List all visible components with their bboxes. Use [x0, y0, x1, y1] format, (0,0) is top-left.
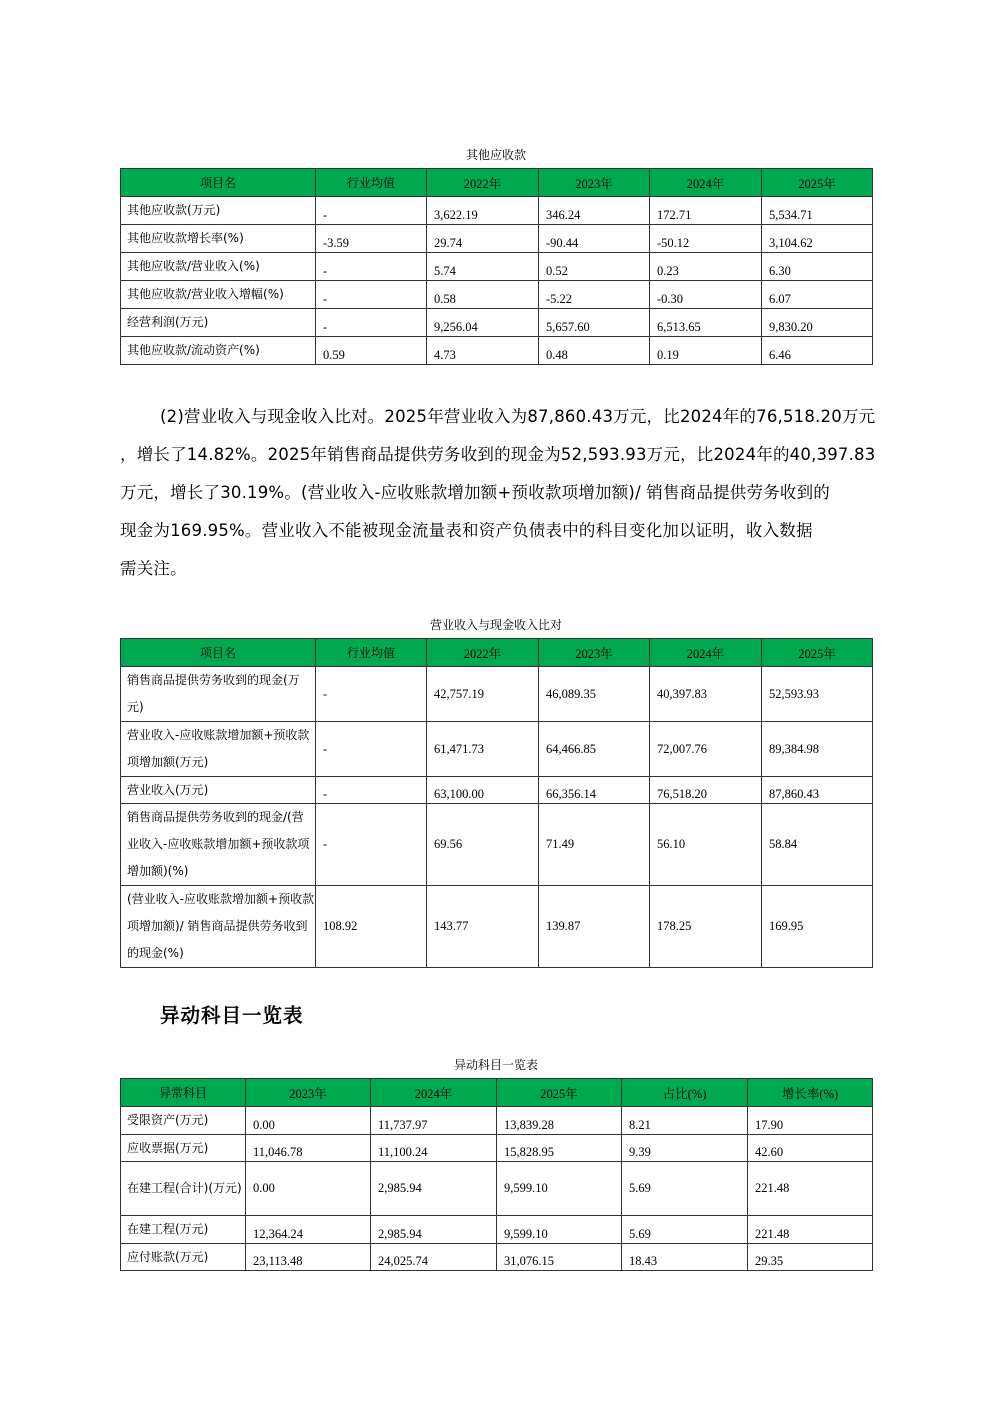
cell: 11,737.97 [371, 1107, 497, 1135]
row-label: 应收票据(万元) [121, 1134, 246, 1162]
cell: 178.25 [650, 886, 762, 968]
cell: 66,356.14 [539, 777, 650, 804]
row-label: 其他应收款/营业收入增幅(%) [121, 281, 316, 309]
cell: 0.00 [246, 1107, 371, 1135]
table-row [121, 253, 873, 281]
cell: - [316, 309, 427, 337]
cell: 2,985.94 [371, 1162, 497, 1216]
header-2025: 2025年 [762, 639, 873, 667]
cell: 11,100.24 [371, 1134, 497, 1162]
cell: 31,076.15 [497, 1243, 622, 1271]
cell: 8.21 [622, 1107, 748, 1135]
cell: 13,839.28 [497, 1107, 622, 1135]
cell: 5.74 [427, 253, 539, 281]
row-label: 应付账款(万元) [121, 1243, 246, 1271]
header-2025: 2025年 [762, 169, 873, 197]
paragraph-line: (2)营业收入与现金收入比对。2025年营业收入为87,860.43万元，比2024年的76,518.20万元 [160, 407, 876, 426]
row-label: 其他应收款/营业收入(%) [121, 253, 316, 281]
cell: 71.49 [539, 804, 650, 886]
abnormal-items-table [120, 1078, 873, 1271]
table-row [121, 1243, 873, 1271]
table3-caption: 异动科目一览表 [453, 1058, 538, 1072]
cell: 9,599.10 [497, 1216, 622, 1244]
cell: 221.48 [748, 1162, 873, 1216]
cell: 0.48 [539, 337, 650, 365]
cell: 76,518.20 [650, 777, 762, 804]
cell: - [316, 777, 427, 804]
header-item-name: 项目名 [121, 639, 316, 667]
cell: 29.74 [427, 225, 539, 253]
cell: 58.84 [762, 804, 873, 886]
row-label: 其他应收款(万元) [121, 197, 316, 225]
table-row [121, 667, 873, 722]
table-row [121, 1162, 873, 1216]
cell: 221.48 [748, 1216, 873, 1244]
cell: 6.07 [762, 281, 873, 309]
cell: 42,757.19 [427, 667, 539, 722]
table-row [121, 777, 873, 804]
header-2024: 2024年 [650, 639, 762, 667]
cell: 23,113.48 [246, 1243, 371, 1271]
cell: 0.23 [650, 253, 762, 281]
cell: 63,100.00 [427, 777, 539, 804]
cell: 29.35 [748, 1243, 873, 1271]
cell: 0.59 [316, 337, 427, 365]
cell: 3,104.62 [762, 225, 873, 253]
paragraph-line: 需关注。 [120, 559, 187, 578]
cell: -50.12 [650, 225, 762, 253]
table-row [121, 197, 873, 225]
cell: - [316, 253, 427, 281]
table-row [121, 722, 873, 777]
header-2023: 2023年 [246, 1079, 371, 1107]
cell: 56.10 [650, 804, 762, 886]
cell: -5.22 [539, 281, 650, 309]
cell: 5.69 [622, 1162, 748, 1216]
row-label: 销售商品提供劳务收到的现金/(营业收入-应收账款增加额+预收款项增加额)(%) [121, 804, 316, 886]
row-label: 在建工程(合计)(万元) [121, 1162, 246, 1216]
cell: 0.52 [539, 253, 650, 281]
header-2023: 2023年 [539, 639, 650, 667]
row-label: 销售商品提供劳务收到的现金(万元) [121, 667, 316, 722]
table-row [121, 337, 873, 365]
table-row [121, 309, 873, 337]
cell: - [316, 197, 427, 225]
cell: 2,985.94 [371, 1216, 497, 1244]
cell: 6.30 [762, 253, 873, 281]
cell: 42.60 [748, 1134, 873, 1162]
header-2024: 2024年 [650, 169, 762, 197]
paragraph-line: ，增长了14.82%。2025年销售商品提供劳务收到的现金为52,593.93万元，比2024年的40,397.83 [120, 445, 876, 464]
header-item-name: 项目名 [121, 169, 316, 197]
cell: 9,256.04 [427, 309, 539, 337]
cell: 9,599.10 [497, 1162, 622, 1216]
table-row [121, 804, 873, 886]
cell: 6,513.65 [650, 309, 762, 337]
header-industry-avg: 行业均值 [316, 639, 427, 667]
table-row [121, 1216, 873, 1244]
header-2025: 2025年 [497, 1079, 622, 1107]
cell: 40,397.83 [650, 667, 762, 722]
row-label: 其他应收款/流动资产(%) [121, 337, 316, 365]
header-2022: 2022年 [427, 639, 539, 667]
cell: 3,622.19 [427, 197, 539, 225]
other-receivables-table [120, 168, 873, 365]
paragraph-line: 万元，增长了30.19%。(营业收入-应收账款增加额+预收款项增加额)/ 销售商品提供劳务收到的 [120, 483, 830, 502]
header-growth: 增长率(%) [748, 1079, 873, 1107]
cell: 5.69 [622, 1216, 748, 1244]
cell: 108.92 [316, 886, 427, 968]
cell: 46,089.35 [539, 667, 650, 722]
revenue-cash-table [120, 638, 873, 968]
cell: 87,860.43 [762, 777, 873, 804]
cell: 64,466.85 [539, 722, 650, 777]
cell: 69.56 [427, 804, 539, 886]
cell: 52,593.93 [762, 667, 873, 722]
cell: 12,364.24 [246, 1216, 371, 1244]
cell: -0.30 [650, 281, 762, 309]
cell: 143.77 [427, 886, 539, 968]
header-2022: 2022年 [427, 169, 539, 197]
header-abnormal-item: 异常科目 [121, 1079, 246, 1107]
cell: -3.59 [316, 225, 427, 253]
cell: 5,657.60 [539, 309, 650, 337]
table-row [121, 1134, 873, 1162]
cell: 5,534.71 [762, 197, 873, 225]
table-row [121, 281, 873, 309]
table1-caption: 其他应收款 [465, 148, 526, 162]
row-label: 营业收入-应收账款增加额+预收款项增加额(万元) [121, 722, 316, 777]
header-2023: 2023年 [539, 169, 650, 197]
cell: 18.43 [622, 1243, 748, 1271]
cell: - [316, 804, 427, 886]
cell: 169.95 [762, 886, 873, 968]
table-row [121, 225, 873, 253]
cell: 9.39 [622, 1134, 748, 1162]
cell: 4.73 [427, 337, 539, 365]
revenue-cash-paragraph [120, 398, 876, 588]
cell: 172.71 [650, 197, 762, 225]
cell: 6.46 [762, 337, 873, 365]
cell: 0.19 [650, 337, 762, 365]
cell: 72,007.76 [650, 722, 762, 777]
row-label: 在建工程(万元) [121, 1216, 246, 1244]
header-share: 占比(%) [622, 1079, 748, 1107]
row-label: (营业收入-应收账款增加额+预收款项增加额)/ 销售商品提供劳务收到的现金(%) [121, 886, 316, 968]
table2-caption: 营业收入与现金收入比对 [429, 618, 562, 632]
row-label: 营业收入(万元) [121, 777, 316, 804]
cell: 9,830.20 [762, 309, 873, 337]
cell: 0.58 [427, 281, 539, 309]
cell: 17.90 [748, 1107, 873, 1135]
table-row [121, 1107, 873, 1135]
row-label: 其他应收款增长率(%) [121, 225, 316, 253]
cell: 346.24 [539, 197, 650, 225]
cell: -90.44 [539, 225, 650, 253]
cell: 89,384.98 [762, 722, 873, 777]
table-row [121, 886, 873, 968]
cell: 24,025.74 [371, 1243, 497, 1271]
row-label: 受限资产(万元) [121, 1107, 246, 1135]
cell: - [316, 667, 427, 722]
cell: 11,046.78 [246, 1134, 371, 1162]
cell: - [316, 281, 427, 309]
header-2024: 2024年 [371, 1079, 497, 1107]
cell: 0.00 [246, 1162, 371, 1216]
row-label: 经营利润(万元) [121, 309, 316, 337]
section-title: 异动科目一览表 [160, 1004, 304, 1027]
cell: 139.87 [539, 886, 650, 968]
header-industry-avg: 行业均值 [316, 169, 427, 197]
cell: 61,471.73 [427, 722, 539, 777]
paragraph-line: 现金为169.95%。营业收入不能被现金流量表和资产负债表中的科目变化加以证明，收入数据 [120, 521, 813, 540]
cell: 15,828.95 [497, 1134, 622, 1162]
cell: - [316, 722, 427, 777]
